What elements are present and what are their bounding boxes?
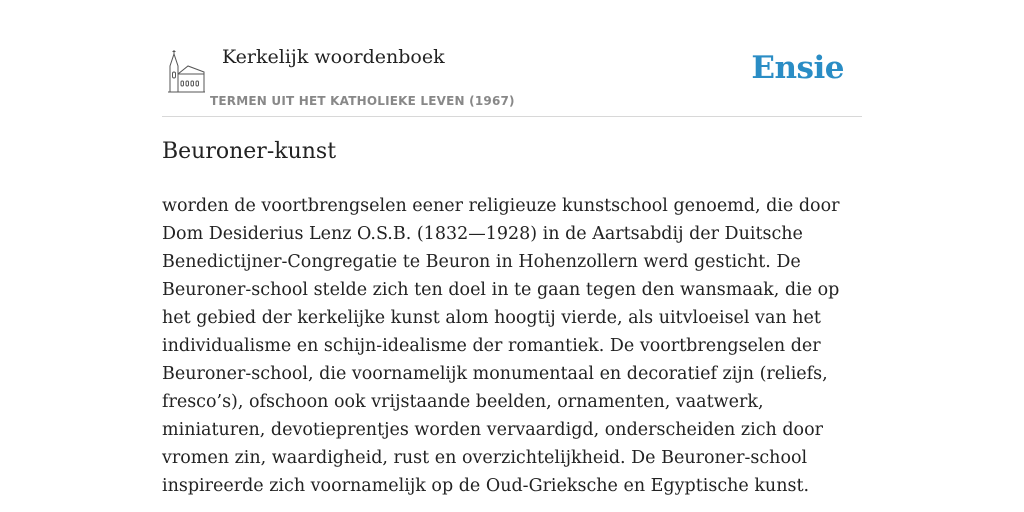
dictionary-header [162,40,862,117]
entry-body: worden de voortbrengselen eener religieuze kunstschool genoemd, die door Dom Desiderius Lenz O.S.B. (1832—1928) in de Aartsabdij der Duitsche Benedictijner-Congregatie te Beuron in Hohenzollern werd gesticht. De Beuroner-school stelde zich ten doel in te gaan tegen den wansmaak, die op het gebied der kerkelijke kunst alom hoogtij vierde, als uitvloeisel van het individualisme en schijn-idealisme der romantiek. De voortbrengselen der Beuroner-school, die voornamelijk monumentaal en decoratief zijn (reliefs, fresco’s), ofschoon ook vrijstaande beelden, ornamenten, vaatwerk, miniaturen, devotieprentjes worden vervaardigd, onderscheiden zich door vromen zin, waardigheid, rust en overzichtelijkheid. De Beuroner-school inspireerde zich voornamelijk op de Oud-Grieksche en Egyptische kunst. [162,196,840,496]
church-icon[interactable] [166,50,206,94]
dictionary-title[interactable]: Kerkelijk woordenboek [222,46,445,68]
entry-title: Beuroner-kunst [162,139,337,164]
dictionary-subtitle: TERMEN UIT HET KATHOLIEKE LEVEN (1967) [210,94,515,108]
brand-logo[interactable]: Ensie [751,50,844,86]
